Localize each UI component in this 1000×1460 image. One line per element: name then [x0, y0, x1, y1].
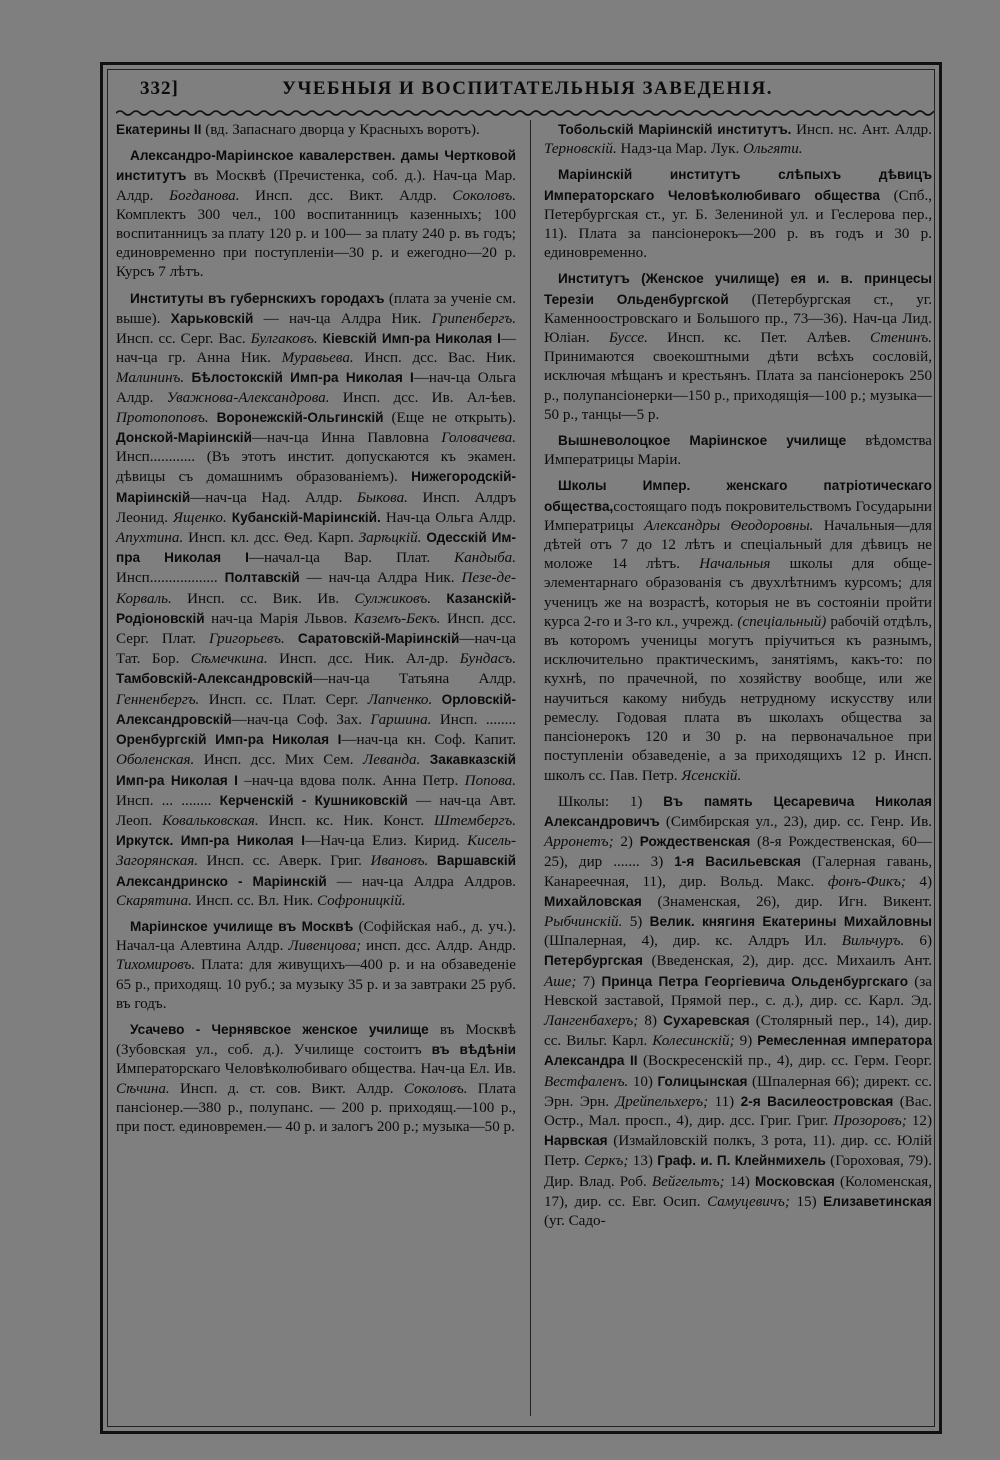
entry-ekaterina: Екатерины II (вд. Запаснаго дворца у Красныхъ воротъ).	[116, 122, 480, 138]
entry-oldenburg-institute: Институтъ (Женское училище) ея и. в. принцесы Терезіи Ольденбургской (Петербургская ст., уг. Каменноостровскаго и Большого пр., 73—36). Нач-ца Лид. Юліан. Буссе. Инсп. кс. Пет. Алѣев. Стенинъ. Принимаются своекоштными дѣти всѣхъ сословій, исключая мѣщанъ и крестьянъ. Плата за пансіонерокъ 250 р., полупансіонерки—150 р., приходящія—100 р.; музыка—50 р., танцы—5 р.	[544, 271, 932, 423]
entry-alexandro-mariinsky: Александро-Маріинское кавалерствен. дамы Чертковой институтъ въ Москвѣ (Пречистенка, соб. д.). Нач-ца Мар. Алдр. Богданова. Инсп. дсс. Викт. Алдр. Соколовъ. Комплектъ 300 чел., 100 воспитанницъ казенныхъ; 100 воспитанницъ за плату 120 р. и 100— за плату 240 р. въ годъ; единовременно при поступленіи—30 р. и ежегодно—20 р. Курсъ 7 лѣтъ.	[116, 148, 516, 281]
entry-vyshnevolotsk: Вышневолоцкое Маріинское училище вѣдомства Императрицы Маріи.	[544, 433, 932, 469]
page-number: 332]	[140, 78, 179, 99]
page-header	[112, 72, 932, 108]
right-column	[544, 120, 932, 1237]
left-column	[116, 120, 516, 1143]
entry-patriotic-schools: Школы Импер. женскаго патріотическаго общества,состоящаго подъ покровительствомъ Государыни Императрицы Александры Ѳеодоровны. Начальныя—для дѣтей отъ 7 до 12 лѣтъ и спеціальный для дѣвицъ не моложе 14 лѣтъ. Начальныя школы для обще-элементарнаго образованія съ двухлѣтнимъ курсомъ; для ученицъ же на возрастѣ, которыя не въ состояніи пройти курса 2-го и 3-го кл., учрежд. (спеціальный) рабочій отдѣлъ, въ которомъ ученицы могутъ пріучиться къ разнымъ, исключительно практическимъ, занятіямъ, какъ-то: по кухнѣ, по прачечной, по хозяйству вообще, или же научиться какому нибудь нетрудному искусству или ремеслу. Годовая плата въ школахъ общества за пансіонерокъ 120 и 30 р. на первоначальное при поступленіи обзаведеніе, а за приходящихъ 12 р. Инсп. школъ сс. Пав. Петр. Ясенскій.	[544, 478, 932, 784]
entry-school-list: Школы: 1) Въ память Цесаревича Николая Александровичъ (Симбирская ул., 23), дир. сс. Генр. Ив. Арронетъ; 2) Рождественская (8-я Рождественская, 60—25), дир ....... 3) 1-я Васильевская (Галерная гавань, Канареечная, 11), дир. Вольд. Макс. фонъ-Фикъ; 4) Михайловская (Знаменская, 26), дир. Игн. Викент. Рыбчинскій. 5) Велик. княгиня Екатерины Михайловны (Шпалерная, 4), дир. кс. Алдръ Ил. Вильчуръ. 6) Петербургская (Введенская, 2), дир. дсс. Михаилъ Ант. Аше; 7) Принца Петра Георгіевича Ольденбургскаго (за Невской заставой, Прямой пер., с. д.), дир. сс. Карл. Эд. Лангенбахеръ; 8) Сухаревская (Столярный пер., 14), дир. сс. Вильг. Карл. Колесинскій; 9) Ремесленная императора Александра II (Воскресенскій пр., 4), дир. сс. Герм. Георг. Вестфаленъ. 10) Голицынская (Шпалерная 66); директ. сс. Эрн. Эрн. Дрейпельхеръ; 11) 2-я Василеостровская (Вас. Остр., Мал. просп., 4), дир. дсс. Григ. Григ. Прозоровъ; 12) Нарвская (Измайловскій полкъ, 3 рота, 11). дир. сс. Юлій Петр. Серкъ; 13) Граф. и. П. Клейнмихель (Гороховая, 79). Дир. Влад. Роб. Вейгельтъ; 14) Московская (Коломенская, 17), дир. сс. Евг. Осип. Самуцевичъ; 15) Елизаветинская (уг. Садо-	[544, 793, 933, 1229]
entry-tobolsk: Тобольскій Маріинскій институтъ. Инсп. нс. Ант. Алдр. Терновскій. Надз-ца Мар. Лук. Ольгяти.	[544, 122, 932, 158]
wavy-rule	[116, 108, 934, 118]
column-divider	[530, 120, 531, 1416]
running-title: УЧЕБНЫЯ И ВОСПИТАТЕЛЬНЫЯ ЗАВЕДЕНІЯ.	[282, 78, 774, 99]
entry-usachevo: Усачево - Чернявское женское училище въ Москвѣ (Зубовская ул., соб. д.). Училище состоитъ въ вѣдѣніи Императорскаго Человѣколюбиваго общества. Нач-ца Ел. Ив. Сѣчина. Инсп. д. ст. сов. Викт. Алдр. Соколовъ. Плата пансіонер.—380 р., полупанс. — 200 р. приходящ.—100 р., при пост. единовремен.— 40 р. и залогъ 200 р.; музыка—50 р.	[116, 1021, 517, 1135]
entry-provincial-institutes: Институты въ губернскихъ городахъ (плата за ученіе см. выше). Харьковскій — нач-ца Алдра Ник. Грипенбергъ. Инсп. сс. Серг. Вас. Булгаковъ. Кіевскій Имп-ра Николая I—нач-ца гр. Анна Ник. Муравьева. Инсп. дсс. Вас. Ник. Малининъ. Бѣлостокскій Имп-ра Николая I—нач-ца Ольга Алдр. Уважнова-Александрова. Инсп. дсс. Ив. Ал-ѣев. Протопоповъ. Воронежскій-Ольгинскій (Еще не открыть). Донской-Маріинскій—нач-ца Инна Павловна Головачева. Инсп............ (Въ этотъ инстит. допускаются къ экамен. дѣвицы съ домашнимъ образованіемъ). Нижегородскій-Маріинскій—нач-ца Над. Алдр. Быкова. Инсп. Алдръ Леонид. Ященко. Кубанскій-Маріинскій. Нач-ца Ольга Алдр. Апухтина. Инсп. кл. дсс. Ѳед. Карп. Зарѣцкій. Одесскій Им-пра Николая I—начал-ца Вар. Плат. Кандыба. Инсп.................. Полтавскій — нач-ца Алдра Ник. Пезе-де-Корваль. Инсп. сс. Вик. Ив. Сулжиковъ. Казанскій-Родіоновскій нач-ца Марія Львов. Каземъ-Бекъ. Инсп. дсс. Серг. Плат. Григорьевъ. Саратовскій-Маріинскій—нач-ца Тат. Бор. Сѣмечкина. Инсп. дсс. Ник. Ал-др. Бундасъ. Тамбовскій-Александровскій—нач-ца Татьяна Алдр. Генненбергъ. Инсп. сс. Плат. Серг. Лапченко. Орловскій-Александровскій—нач-ца Соф. Зах. Гаршина. Инсп. ........ Оренбургскій Имп-ра Николая I—нач-ца кн. Соф. Капит. Оболенская. Инсп. дсс. Мих Сем. Левандa. Закавказскій Имп-ра Николая I –нач-ца вдова полк. Анна Петр. Попова. Инсп. ... ........ Керченскій - Кушниковскій — нач-ца Авт. Леоп. Ковальковская. Инсп. кс. Ник. Конст. Штембергъ. Иркутск. Имп-ра Николая I—Нач-ца Елиз. Кирид. Кисель-Загорянская. Инсп. сс. Аверк. Григ. Ивановъ. Варшавскій Александринско - Маріинскій — нач-ца Алдра Алдров. Скарятина. Инсп. сс. Вл. Ник. Софроницкій.	[116, 290, 517, 909]
entry-mariinsky-moscow: Маріинское училище въ Москвѣ (Софійская наб., д. уч.). Начал-ца Алевтина Алдр. Ливенцова; инсп. дсс. Алдр. Андр. Тихомировъ. Плата: для живущихъ—400 р. и на обзаведеніе 65 р., приходящ. 10 руб.; за музыку 35 р. и за завтраки 25 руб. въ годъ.	[116, 918, 516, 1012]
entry-blind-girls: Маріинскій институтъ слѣпыхъ дѣвицъ Императорскаго Человѣколюбиваго общества (Спб., Петербургская ст., уг. Б. Зелениной ул. и Геслерова пер., 11). Плата за пансіонерокъ—200 р. въ годъ и 30 р. единовременно.	[544, 167, 933, 262]
